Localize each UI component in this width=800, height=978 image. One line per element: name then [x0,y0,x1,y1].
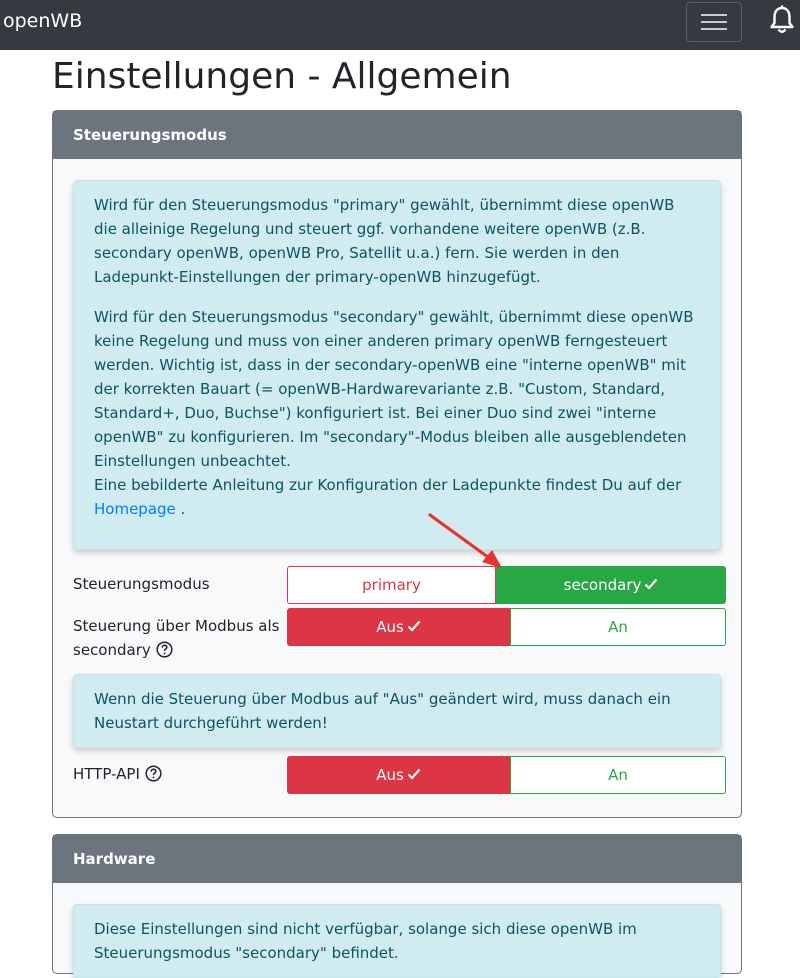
http-api-on-button[interactable]: An [510,756,726,794]
steuerungsmodus-info-alert [73,180,721,550]
mode-primary-button[interactable]: primary [287,566,496,604]
annotation-arrow-icon [420,508,510,578]
page-title: Einstellungen - Allgemein [52,56,512,97]
menu-toggle-button[interactable] [686,2,742,42]
modbus-toggle [287,608,726,646]
http-api-label: HTTP-API [73,762,162,786]
http-api-toggle [287,756,726,794]
info-paragraph-secondary: Wird für den Steuerungsmodus "secondary" gewählt, übernimmt diese openWB keine Regelung und muss von einer anderen primary openWB ferngesteuert werden. Wichtig ist, dass in der secondary-openWB eine "interne openWB" mit der korrekten Bauart (= openWB-Hardwarevariante z.B. "Custom, Standard, Standard+, Duo, Buchse") konfiguriert ist. Bei einer Duo sind zwei "interne openWB" zu konfigurieren. Im "secondary"-Modus bleiben alle ausgeblendeten Einstellungen unbeachtet. Eine bebilderte Anleitung zur Konfiguration der Ladepunkte findest Du auf der Homepage . [94,308,694,518]
hardware-card [52,834,742,974]
steuerungsmodus-card-header[interactable]: Steuerungsmodus [53,111,741,159]
help-icon[interactable] [145,765,162,782]
brand-logo[interactable]: openWB [3,10,83,32]
modbus-info-text: Wenn die Steuerung über Modbus auf "Aus" geändert wird, muss danach ein Neustart durchgeführt werden! [94,690,671,732]
homepage-link[interactable]: Homepage [94,500,176,518]
modbus-off-button[interactable]: Aus [287,608,510,646]
modbus-on-button[interactable]: An [510,608,726,646]
help-icon[interactable] [156,641,173,658]
steuerungsmodus-label: Steuerungsmodus [73,575,210,593]
check-icon [407,768,421,780]
modbus-label: Steuerung über Modbus als secondary [73,617,280,659]
notification-button[interactable] [768,5,796,39]
bell-icon [768,5,796,35]
top-navbar [0,0,800,50]
info-paragraph-primary: Wird für den Steuerungsmodus "primary" gewählt, übernimmt diese openWB die alleinige Regelung und steuert ggf. vorhandene weitere openWB (z.B. secondary openWB, openWB Pro, Satellit u.a.) fern. Sie werden in den Ladepunkt-Einstellungen der primary-openWB hinzugefügt. [94,196,675,286]
mode-secondary-button[interactable]: secondary [496,566,726,604]
hardware-info-alert [73,904,721,978]
check-icon [407,620,421,632]
hamburger-menu-icon [700,11,728,33]
steuerungsmodus-card [52,110,742,818]
http-api-off-button[interactable]: Aus [287,756,510,794]
hardware-info-text: Diese Einstellungen sind nicht verfügbar, solange sich diese openWB im Steuerungsmodus "secondary" befindet. [94,920,637,962]
hardware-card-header[interactable]: Hardware [53,835,741,883]
modbus-info-alert [73,674,721,748]
check-icon [644,578,658,590]
